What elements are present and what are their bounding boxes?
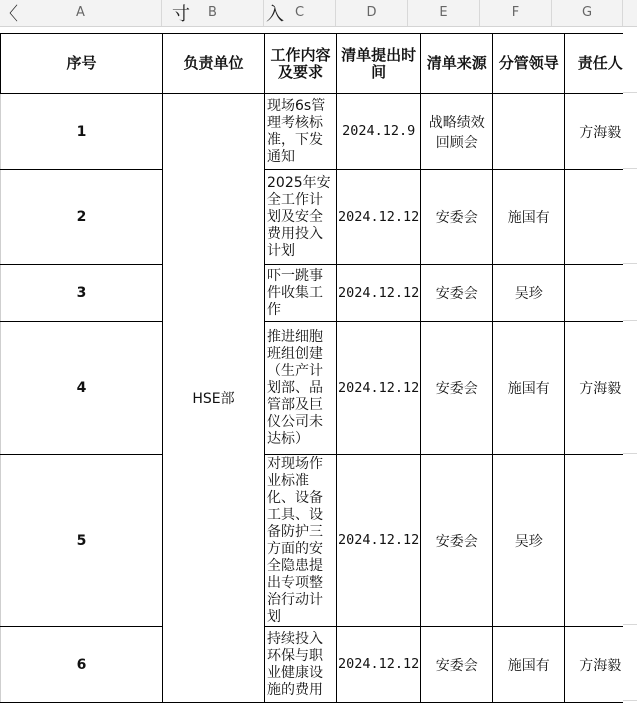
cell-time[interactable]: 2024.12.9 [337,94,421,170]
empty-column-strip [623,33,637,720]
cell-time[interactable]: 2024.12.12 [337,627,421,703]
cell-time[interactable]: 2024.12.12 [337,170,421,265]
cell-time[interactable]: 2024.12.12 [337,322,421,455]
table-row [1,170,636,265]
cell-source[interactable]: 安委会 [421,455,493,627]
gridline [623,168,637,169]
header-row [1,34,636,94]
cell-source[interactable]: 安委会 [421,170,493,265]
table-row [1,627,636,703]
cell-leader[interactable] [493,94,565,170]
cell-time[interactable]: 2024.12.12 [337,265,421,322]
cell-seq[interactable]: 4 [1,322,163,455]
table-row [1,322,636,455]
cell-seq[interactable]: 2 [1,170,163,265]
cell-owner[interactable]: 方海毅 [565,94,636,170]
header-unit[interactable]: 负责单位 [163,34,265,94]
header-source[interactable]: 清单来源 [421,34,493,94]
column-header-a[interactable]: A [0,0,162,26]
cell-content[interactable]: 推进细胞班组创建（生产计划部、品管部及巨仪公司未达标） [265,322,337,455]
table-row [1,94,636,170]
cell-seq[interactable]: 6 [1,627,163,703]
cutoff-text-1: 〈 [0,4,18,25]
gridline [623,263,637,264]
gridline [623,320,637,321]
column-header-bar [0,0,637,27]
table-row [1,455,636,627]
gridline [623,453,637,454]
cell-unit-merged[interactable]: HSE部 [163,94,265,703]
cell-time[interactable]: 2024.12.12 [337,455,421,627]
header-content[interactable]: 工作内容及要求 [265,34,337,94]
cell-source[interactable]: 战略绩效回顾会 [421,94,493,170]
cutoff-text-2: 寸 [172,4,190,25]
column-header-g[interactable]: G [552,0,623,26]
cell-leader[interactable]: 吴珍 [493,455,565,627]
cell-content[interactable]: 对现场作业标准化、设备工具、设备防护三方面的安全隐患提出专项整治行动计划 [265,455,337,627]
cell-seq[interactable]: 1 [1,94,163,170]
header-seq[interactable]: 序号 [1,34,163,94]
cell-content[interactable]: 2025年安全工作计划及安全费用投入计划 [265,170,337,265]
column-header-c[interactable]: C [264,0,336,26]
column-header-d[interactable]: D [336,0,408,26]
cell-seq[interactable]: 3 [1,265,163,322]
cell-content[interactable]: 现场6s管理考核标准，下发通知 [265,94,337,170]
table-row [1,265,636,322]
cutoff-text-3: 入 [266,4,284,25]
cell-source[interactable]: 安委会 [421,265,493,322]
cell-seq[interactable]: 5 [1,455,163,627]
cell-leader[interactable]: 吴珍 [493,265,565,322]
column-header-f[interactable]: F [480,0,552,26]
cell-leader[interactable]: 施国有 [493,322,565,455]
cell-leader[interactable]: 施国有 [493,627,565,703]
cell-source[interactable]: 安委会 [421,627,493,703]
column-header-e[interactable]: E [408,0,480,26]
work-list-table [0,33,636,703]
cell-source[interactable]: 安委会 [421,322,493,455]
header-leader[interactable]: 分管领导 [493,34,565,94]
cell-content[interactable]: 持续投入环保与职业健康设施的费用 [265,627,337,703]
cell-owner[interactable]: 方海毅 [565,322,636,455]
header-time[interactable]: 清单提出时间 [337,34,421,94]
gridline [623,700,637,701]
cell-leader[interactable]: 施国有 [493,170,565,265]
header-owner[interactable]: 责任人 [565,34,636,94]
column-header-b[interactable]: B [162,0,264,26]
gridline [623,624,637,625]
gridline [623,92,637,93]
cell-content[interactable]: 吓一跳事件收集工作 [265,265,337,322]
cell-owner[interactable]: 方海毅 [565,627,636,703]
